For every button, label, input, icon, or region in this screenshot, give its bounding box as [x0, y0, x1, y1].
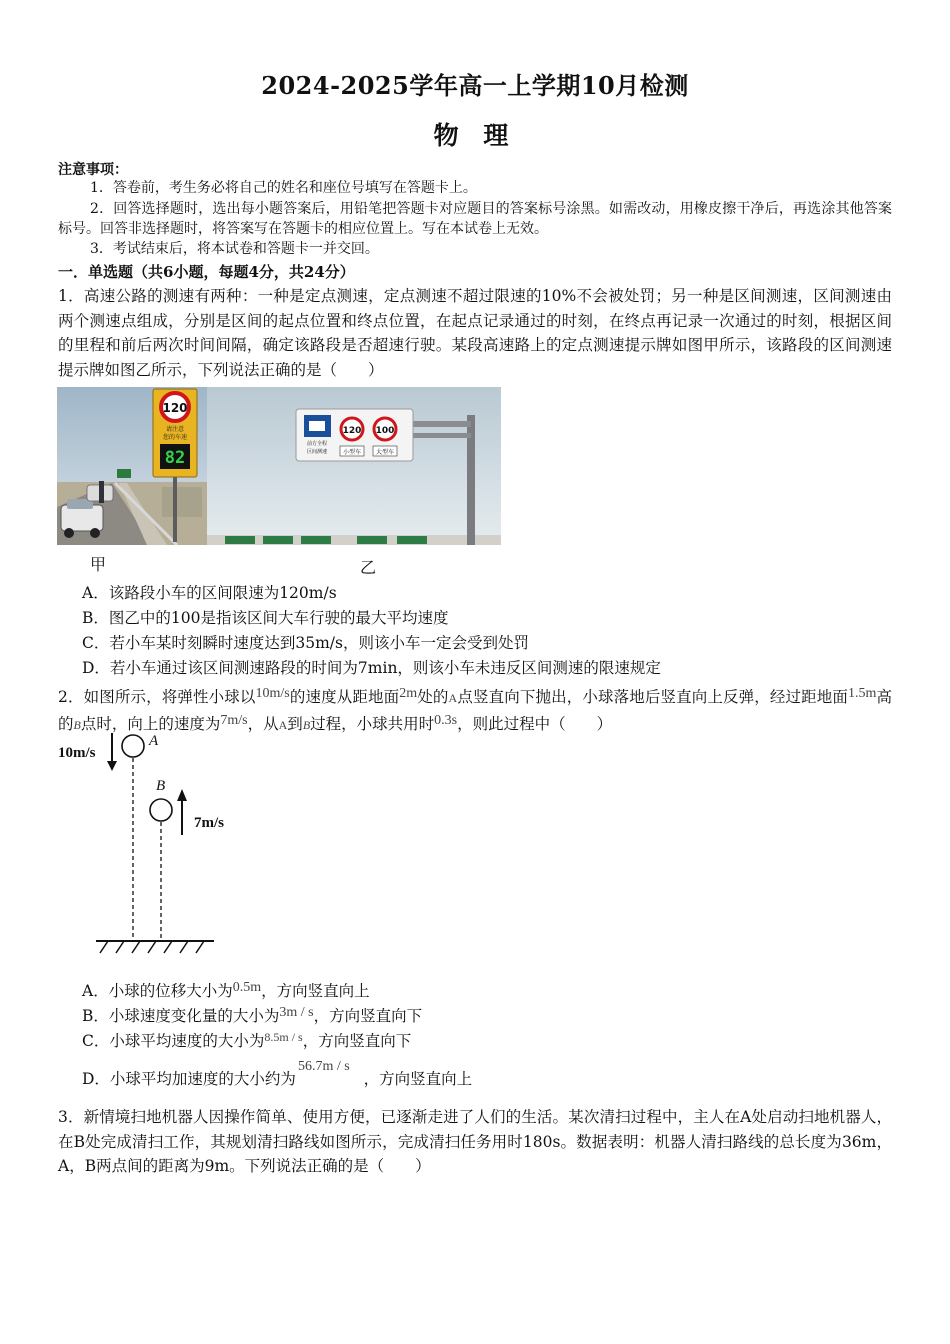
fixed-sign-note-1: 请注意: [165, 426, 185, 433]
photo-fixed-speed-sign: [57, 387, 207, 545]
fixed-sign-note-2: 您的车速: [162, 434, 188, 441]
q2-option-c-value: 8.5m / s: [264, 1030, 303, 1044]
photo-caption-jia: 甲: [90, 555, 107, 574]
q2-option-a-direction: ，方向竖直向上: [261, 982, 370, 1000]
q2-option-c-direction: ，方向竖直向下: [302, 1032, 412, 1050]
interval-label-large: 大型车: [375, 449, 395, 456]
q2-option-d-text: D．小球平均加速度的大小约为: [82, 1070, 296, 1088]
interval-board-text-1: 前方全程: [306, 441, 328, 447]
exam-title: 2024-2025学年高一上学期10月检测: [261, 71, 689, 100]
ground-hatch: [100, 941, 204, 953]
q2-point-b-2: B: [302, 717, 311, 732]
q2-option-b-value: 3m / s: [279, 1005, 314, 1020]
question-1-option-c: C．若小车某时刻瞬时速度达到35m/s，则该小车一定会受到处罚: [82, 634, 529, 652]
label-speed-up: 7m/s: [194, 815, 224, 831]
q2-text-5: 高的: [58, 688, 892, 733]
q2-text-10: ，则此过程中（ ）: [457, 714, 613, 733]
question-1-option-a: A．该路段小车的区间限速为120m/s: [82, 584, 337, 602]
q2-text-1: 2．如图所示，将弹性小球以: [58, 688, 256, 706]
q2-initial-height: 2m: [399, 686, 418, 701]
q2-initial-speed: 10m/s: [255, 686, 290, 701]
q2-text-4: 点竖直向下抛出，小球落地后竖直向上反弹，经过距地面: [457, 688, 848, 706]
label-a: A: [149, 733, 159, 749]
question-1-stem: 1．高速公路的测速有两种：一种是定点测速，定点测速不超过限速的10%不会被处罚；另一种是区间测速，区间测速由两个测速点组成，分别是区间的起点位置和终点位置，在起点记录通过的时刻，在终点再记录一次通过的时刻，根据区间的里程和前后两次时间间隔，确定该路段是否超速行驶。某段高速路上的定点测速提示牌如图甲所示，该路段的区间测速提示牌如图乙所示，下列说法正确的是（ ）: [58, 287, 892, 379]
q2-text-7: ，从: [247, 714, 279, 733]
ball-b: [150, 799, 172, 821]
q2-text-3: 处的: [417, 688, 449, 706]
q2-text-2: 的速度从距地面: [289, 688, 400, 706]
subject-title: 物 理: [433, 121, 517, 150]
label-speed-down: 10m/s: [58, 745, 96, 761]
notice-item-2: 2．回答选择题时，选出每小题答案后，用铅笔把答题卡对应题目的答案标号涂黑。如需改动，用橡皮擦干净后，再选涂其他答案标号。回答非选择题时，将答案写在答题卡的相应位置上。写在本试卷上无效。: [58, 201, 892, 237]
ball-bounce-diagram: [56, 725, 231, 960]
q2-option-a-value: 0.5m: [232, 980, 262, 995]
question-1-option-d: D．若小车通过该区间测速路段的时间为7min，则该小车未违反区间测速的限速规定: [82, 659, 661, 677]
section-heading: 一．单选题（共6小题，每题4分，共24分）: [58, 263, 355, 281]
q2-height-b: 1.5m: [847, 686, 877, 701]
q2-speed-b: 7m/s: [220, 712, 248, 728]
q2-text-6: 点时，向上的速度为: [80, 714, 221, 733]
q2-option-a-text: A．小球的位移大小为: [82, 982, 233, 1000]
fixed-sign-speed: 120: [162, 401, 188, 415]
interval-board-text-2: 区间测速: [306, 449, 328, 455]
question-3-stem: 3．新情境扫地机器人因操作简单、使用方便，已逐渐走进了人们的生活。某次清扫过程中，主人在A处启动扫地机器人，在B处完成清扫工作，其规划清扫路线如图所示，完成清扫任务用时180s。数据表明：机器人清扫路线的总长度为36m，A，B两点间的距离为9m。下列说法正确的是（ ）: [58, 1108, 892, 1175]
question-2-option-a: [82, 980, 370, 1004]
label-b: B: [156, 778, 166, 794]
arrow-down-head: [107, 761, 117, 771]
question-2-option-c: [82, 1030, 411, 1053]
question-2-option-d: [82, 1059, 473, 1092]
question-2-option-b: [82, 1005, 422, 1029]
notice-item-3: 3．考试结束后，将本试卷和答题卡一并交回。: [90, 241, 379, 257]
q2-point-a-2: A: [278, 717, 288, 732]
q2-option-d-value: 56.7m / s: [297, 1059, 350, 1074]
question-1-option-b: B．图乙中的100是指该区间大车行驶的最大平均速度: [82, 609, 449, 627]
q2-text-8: 到: [287, 714, 303, 733]
q2-time: 0.3s: [434, 712, 458, 728]
notice-heading: 注意事项：: [58, 162, 128, 178]
photo-interval-speed-sign: [207, 387, 501, 545]
q2-option-b-text: B．小球速度变化量的大小为: [82, 1007, 280, 1025]
interval-label-small: 小型车: [342, 449, 362, 456]
notice-item-1: 1．答卷前，考生务必将自己的姓名和座位号填写在答题卡上。: [90, 180, 477, 196]
ball-a: [122, 735, 144, 757]
q2-point-b: B: [73, 717, 81, 732]
q2-text-9: 过程，小球共用时: [310, 714, 435, 733]
q2-option-d-direction: ，方向竖直向上: [363, 1070, 473, 1088]
interval-limit-small: 120: [342, 426, 362, 436]
q2-option-b-direction: ，方向竖直向下: [313, 1007, 423, 1025]
arrow-up-head: [177, 789, 187, 801]
q2-option-c-text: C．小球平均速度的大小为: [82, 1032, 265, 1050]
photo-caption-yi: 乙: [360, 558, 377, 577]
interval-limit-large: 100: [375, 426, 395, 436]
fixed-sign-display: 82: [164, 448, 186, 468]
q2-point-a: A: [448, 691, 458, 705]
